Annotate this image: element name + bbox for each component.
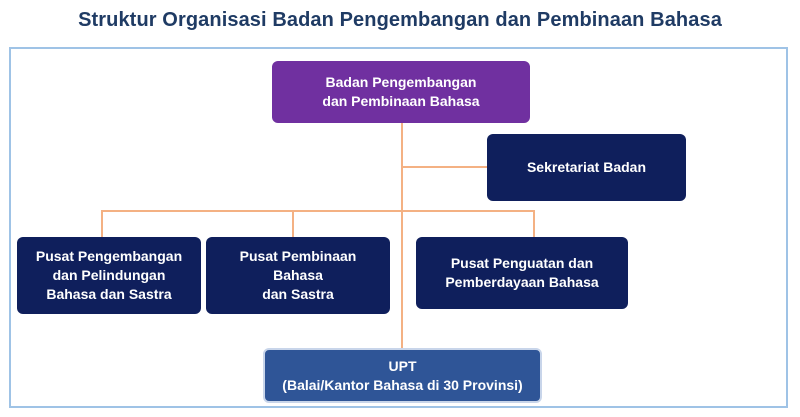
node-pusat-penguatan-line1: Pusat Penguatan dan — [450, 255, 594, 271]
connector-horizontal-bar — [101, 210, 535, 212]
node-pusat-pembinaan-line2: Bahasa — [273, 267, 323, 283]
node-pusat-pembinaan-line1: Pusat Pembinaan — [239, 248, 357, 264]
node-badan-line2: dan Pembinaan Bahasa — [322, 93, 480, 109]
connector-pusat-pengembangan — [101, 210, 103, 238]
connector-head-trunk — [401, 122, 403, 350]
node-pusat-pembinaan — [206, 237, 390, 314]
node-sekretariat-badan — [487, 134, 686, 201]
node-pusat-pengembangan-line3: Bahasa dan Sastra — [46, 286, 172, 302]
node-pusat-pengembangan-line2: dan Pelindungan — [52, 267, 166, 283]
node-pusat-pengembangan-line1: Pusat Pengembangan — [35, 248, 183, 264]
node-sekretariat-label: Sekretariat Badan — [526, 159, 647, 175]
connector-pusat-penguatan — [533, 210, 535, 238]
diagram-title: Struktur Organisasi Badan Pengembangan dan Pembinaan Bahasa — [78, 9, 722, 31]
node-pusat-pembinaan-line3: dan Sastra — [262, 286, 334, 302]
node-pusat-penguatan-line2: Pemberdayaan Bahasa — [445, 274, 599, 290]
node-badan-line1: Badan Pengembangan — [325, 74, 477, 90]
node-upt — [263, 348, 542, 403]
connector-pusat-pembinaan — [292, 210, 294, 238]
connector-sekretariat — [402, 166, 488, 168]
node-pusat-pengembangan — [17, 237, 201, 314]
node-pusat-penguatan — [416, 237, 628, 309]
node-upt-line2: (Balai/Kantor Bahasa di 30 Provinsi) — [282, 376, 523, 393]
node-upt-line1: UPT — [388, 357, 417, 374]
node-badan — [272, 61, 530, 123]
